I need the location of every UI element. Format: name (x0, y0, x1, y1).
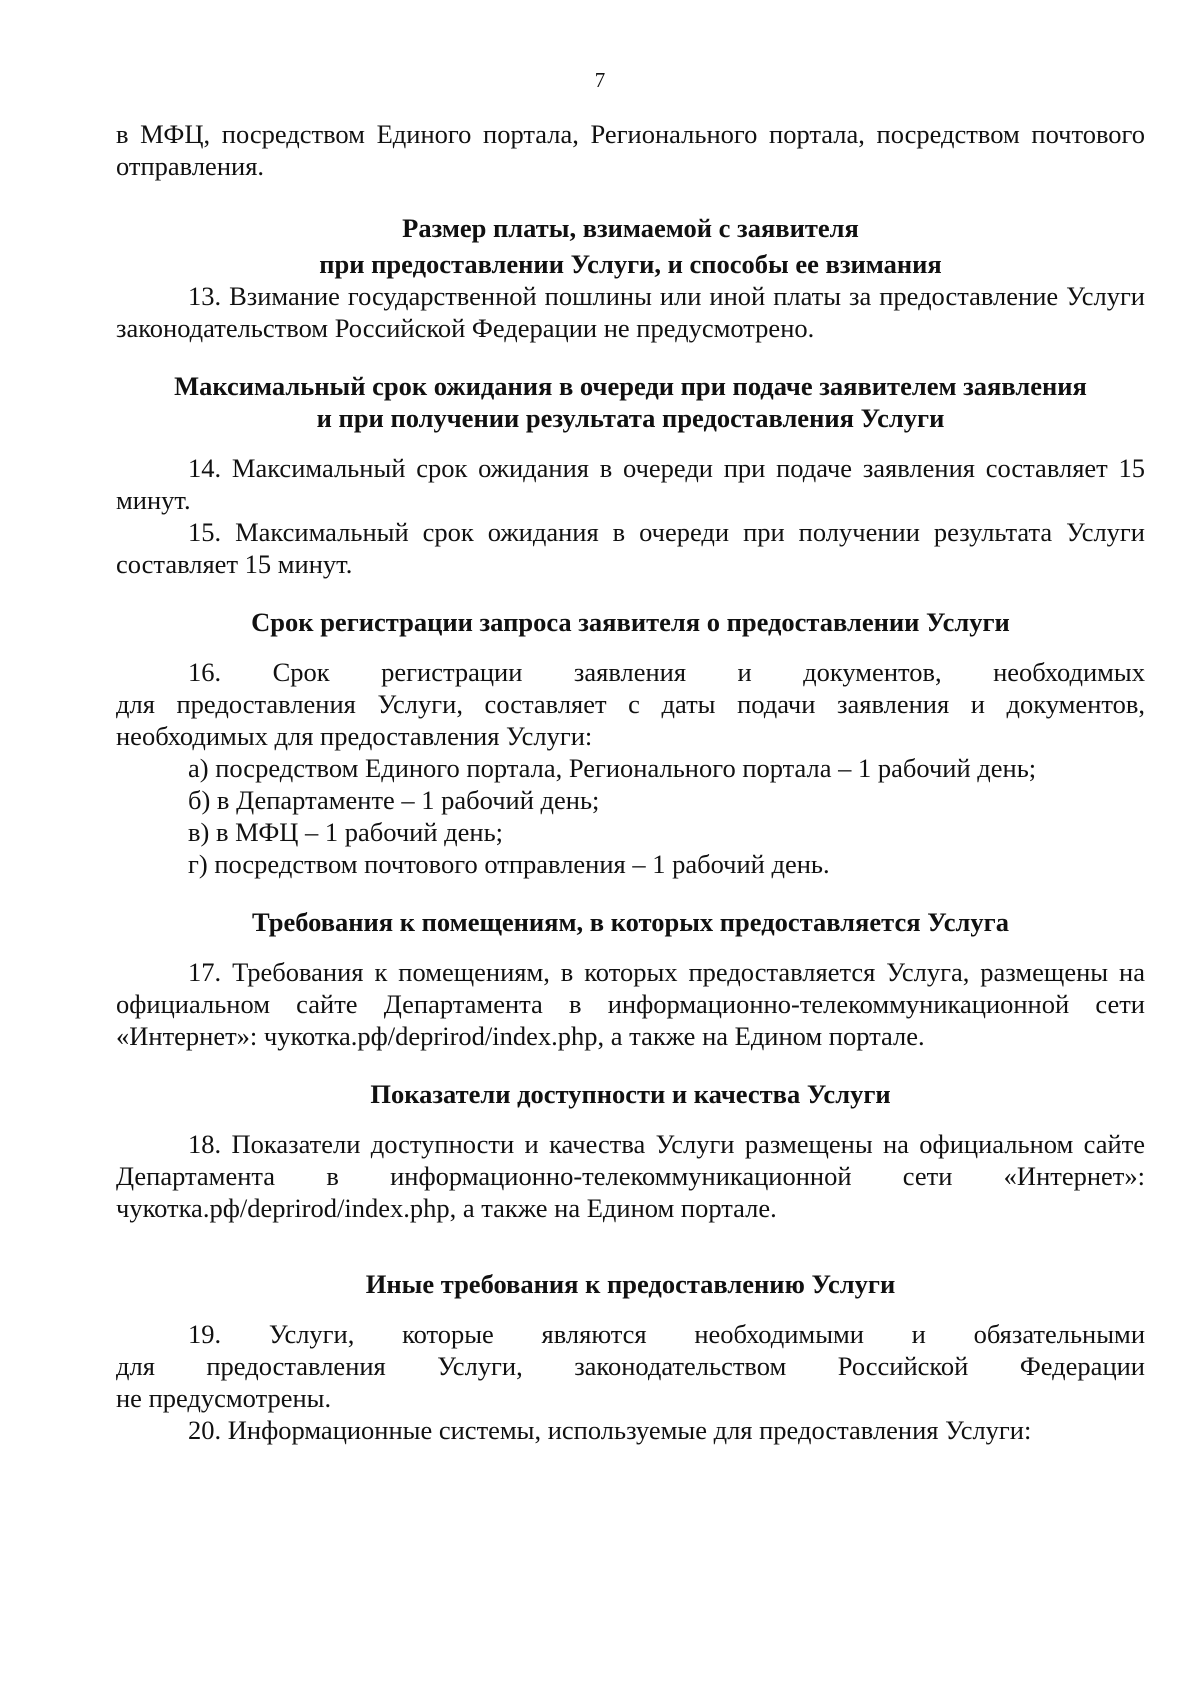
queue-heading-line1: Максимальный срок ожидания в очереди при подаче заявителем заявления (174, 371, 1087, 401)
list-item-a: а) посредством Единого портала, Регионального портала – 1 рабочий день; (188, 753, 1037, 783)
registration-heading: Срок регистрации запроса заявителя о предоставлении Услуги (251, 607, 1010, 637)
paragraph-19-line2: для предоставления Услуги, законодательством Российской Федерации (116, 1351, 1145, 1381)
paragraph-15: 15. Максимальный срок ожидания в очереди при получении результата Услуги составляет 15 минут. (116, 517, 1145, 579)
paragraph-14: 14. Максимальный срок ожидания в очереди при подаче заявления составляет 15 минут. (116, 453, 1145, 515)
paragraph-16-rest: для предоставления Услуги, составляет с даты подачи заявления и документов, необходимых для предоставления Услуги: (116, 689, 1145, 751)
paragraph-18: 18. Показатели доступности и качества Услуги размещены на официальном сайте Департамента в информационно-телекоммуникационной сети «Интернет»: чукотка.рф/deprirod/index.php, а также на Едином портале. (116, 1129, 1145, 1223)
list-item-g: г) посредством почтового отправления – 1 рабочий день. (188, 849, 830, 879)
intro-paragraph: в МФЦ, посредством Единого портала, Регионального портала, посредством почтового отправления. (116, 119, 1145, 181)
other-heading: Иные требования к предоставлению Услуги (365, 1269, 896, 1299)
fee-heading-line1: Размер платы, взимаемой с заявителя (402, 213, 859, 243)
premises-heading: Требования к помещениям, в которых предоставляется Услуга (252, 907, 1009, 937)
paragraph-17: 17. Требования к помещениям, в которых предоставляется Услуга, размещены на официальном сайте Департамента в информационно-телекоммуникационной сети «Интернет»: чукотка.рф/deprirod/index.php, а также на Едином портале. (116, 957, 1145, 1051)
paragraph-20: 20. Информационные системы, используемые для предоставления Услуги: (188, 1415, 1032, 1445)
list-item-v: в) в МФЦ – 1 рабочий день; (188, 817, 504, 847)
paragraph-13: 13. Взимание государственной пошлины или иной платы за предоставление Услуги законодательством Российской Федерации не предусмотрено. (116, 281, 1145, 343)
list-item-b: б) в Департаменте – 1 рабочий день; (188, 785, 600, 815)
queue-heading-line2: и при получении результата предоставления Услуги (316, 403, 945, 433)
page-number: 7 (594, 68, 606, 92)
fee-heading-line2: при предоставлении Услуги, и способы ее взимания (319, 249, 942, 279)
quality-heading: Показатели доступности и качества Услуги (370, 1079, 891, 1109)
paragraph-19-line1: 19. Услуги, которые являются необходимыми и обязательными (188, 1319, 1145, 1349)
paragraph-19-line3: не предусмотрены. (116, 1383, 332, 1413)
paragraph-16-line1: 16. Срок регистрации заявления и документов, необходимых (188, 657, 1145, 687)
document-body (116, 118, 1145, 1446)
